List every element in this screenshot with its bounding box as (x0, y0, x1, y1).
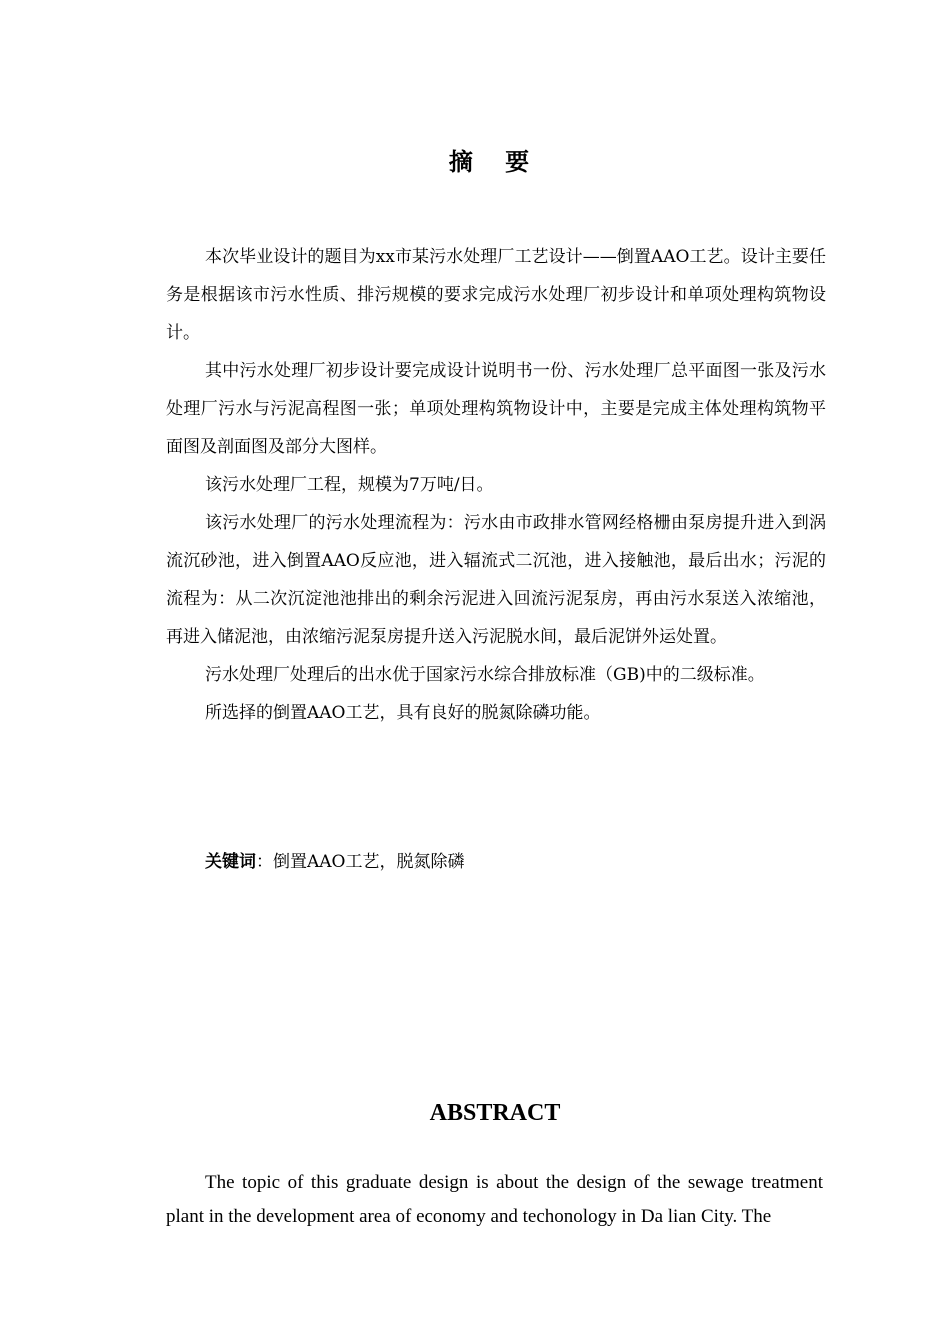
keywords-separator: ： (256, 852, 273, 872)
abstract-cn-body (166, 238, 826, 732)
abstract-cn-paragraph-6: 所选择的倒置AAO工艺，具有良好的脱氮除磷功能。 (205, 703, 601, 723)
abstract-en-paragraph: The topic of this graduate design is about the design of the sewage treatment plant in the development area of economy and techonology in Da lian City. The (166, 1172, 823, 1227)
keywords-line (205, 845, 465, 879)
abstract-cn-title: 摘 要 (448, 148, 542, 176)
abstract-en-title: ABSTRACT (429, 1100, 561, 1126)
abstract-en-body (166, 1166, 823, 1234)
abstract-cn-paragraph-3: 该污水处理厂工程，规模为7万吨/日。 (205, 475, 494, 495)
abstract-cn-paragraph-2: 其中污水处理厂初步设计要完成设计说明书一份、污水处理厂总平面图一张及污水处理厂污水与污泥高程图一张；单项处理构筑物设计中，主要是完成主体处理构筑物平面图及剖面图及部分大图样。 (166, 361, 826, 457)
abstract-cn-paragraph-5: 污水处理厂处理后的出水优于国家污水综合排放标准（GB)中的二级标准。 (205, 665, 765, 685)
abstract-cn-paragraph-1: 本次毕业设计的题目为xx市某污水处理厂工艺设计——倒置AAO工艺。设计主要任务是根据该市污水性质、排污规模的要求完成污水处理厂初步设计和单项处理构筑物设计。 (166, 247, 826, 343)
keywords-value: 倒置AAO工艺，脱氮除磷 (273, 852, 465, 872)
abstract-cn-paragraph-4: 该污水处理厂的污水处理流程为：污水由市政排水管网经格栅由泵房提升进入到涡流沉砂池，进入倒置AAO反应池，进入辐流式二沉池，进入接触池，最后出水；污泥的流程为：从二次沉淀池池排出的剩余污泥进入回流污泥泵房，再由污水泵送入浓缩池，再进入储泥池，由浓缩污泥泵房提升送入污泥脱水间，最后泥饼外运处置。 (166, 513, 826, 647)
keywords-label: 关键词 (205, 852, 256, 872)
